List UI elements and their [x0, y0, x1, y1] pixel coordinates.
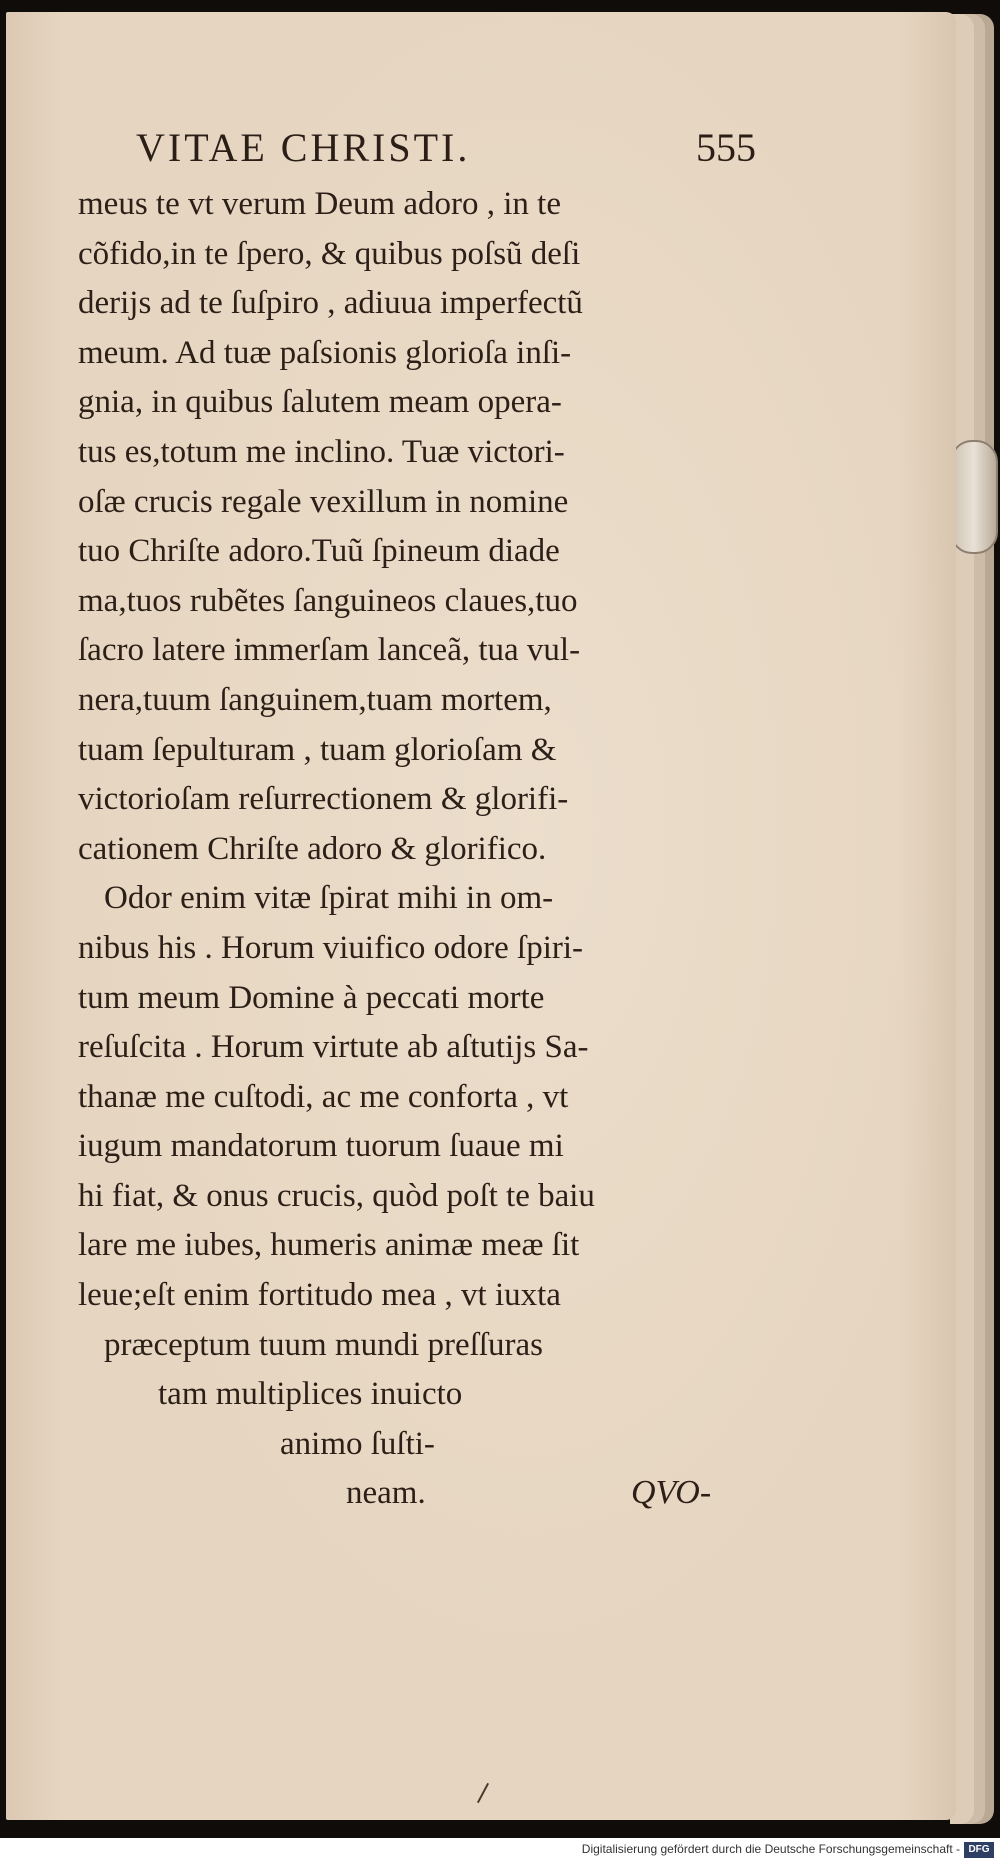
body-text [78, 180, 758, 1519]
text-line: iugum mandatorum tuorum ſuaue mi [78, 1128, 564, 1165]
catchword: QVO- [631, 1474, 712, 1511]
text-line: præceptum tuum mundi preſſuras [104, 1326, 544, 1363]
text-line: cõfido,in te ſpero, & quibus poſsũ deſi [78, 235, 581, 272]
text-line: leue;eſt enim fortitudo mea , vt iuxta [78, 1277, 561, 1314]
text-line: derijs ad te ſuſpiro , adiuua imperfectũ [78, 285, 583, 322]
digitization-footer [0, 1838, 1000, 1864]
text-line: cationem Chriſte adoro & glorifico. [78, 830, 547, 867]
text-line: tuam ſepulturam , tuam glorioſam & [78, 731, 557, 768]
text-line: tam multiplices inuicto [158, 1376, 463, 1413]
text-line: nera,tuum ſanguinem,tuam mortem, [78, 681, 552, 718]
text-line: animo ſuſti- [280, 1425, 435, 1462]
text-line: victorioſam reſurrectionem & glorifi- [78, 781, 569, 818]
text-line: lare me iubes, humeris animæ meæ ſit [78, 1227, 580, 1264]
page-number: 555 [696, 125, 756, 170]
text-line: reſuſcita . Horum virtute ab aſtutijs Sa- [78, 1029, 589, 1066]
running-head: VITAE CHRISTI. [136, 125, 471, 170]
text-line: thanæ me cuſtodi, ac me conforta , vt [78, 1078, 569, 1115]
book-clasp [950, 440, 998, 554]
dfg-logo: DFG [964, 1842, 994, 1858]
ink-mark [477, 1783, 489, 1803]
text-line: tuo Chriſte adoro.Tuũ ſpineum diade [78, 533, 560, 570]
text-line: gnia, in quibus ſalutem meam opera- [78, 384, 562, 421]
text-line: tus es,totum me inclino. Tuæ victori- [78, 433, 565, 470]
text-line: hi fiat, & onus crucis, quòd poſt te baiu [78, 1177, 595, 1214]
text-line: meus te vt verum Deum adoro , in te [78, 186, 561, 222]
text-line: nibus his . Horum viuifico odore ſpiri- [78, 929, 584, 966]
text-line: ſacro latere immerſam lanceã, tua vul- [78, 632, 581, 669]
text-line: neam. [346, 1475, 426, 1512]
page-header [136, 124, 756, 178]
footer-credit: Digitalisierung gefördert durch die Deutsche Forschungsgemeinschaft - [581, 1842, 960, 1856]
text-line: ma,tuos rubẽtes ſanguineos claues,tuo [78, 582, 578, 619]
text-line: oſæ crucis regale vexillum in nomine [78, 483, 569, 520]
text-line: meum. Ad tuæ paſsionis glorioſa inſi- [78, 334, 572, 371]
book-page [6, 12, 956, 1820]
text-line: tum meum Domine à peccati morte [78, 979, 545, 1016]
text-line: Odor enim vitæ ſpirat mihi in om- [104, 880, 554, 917]
